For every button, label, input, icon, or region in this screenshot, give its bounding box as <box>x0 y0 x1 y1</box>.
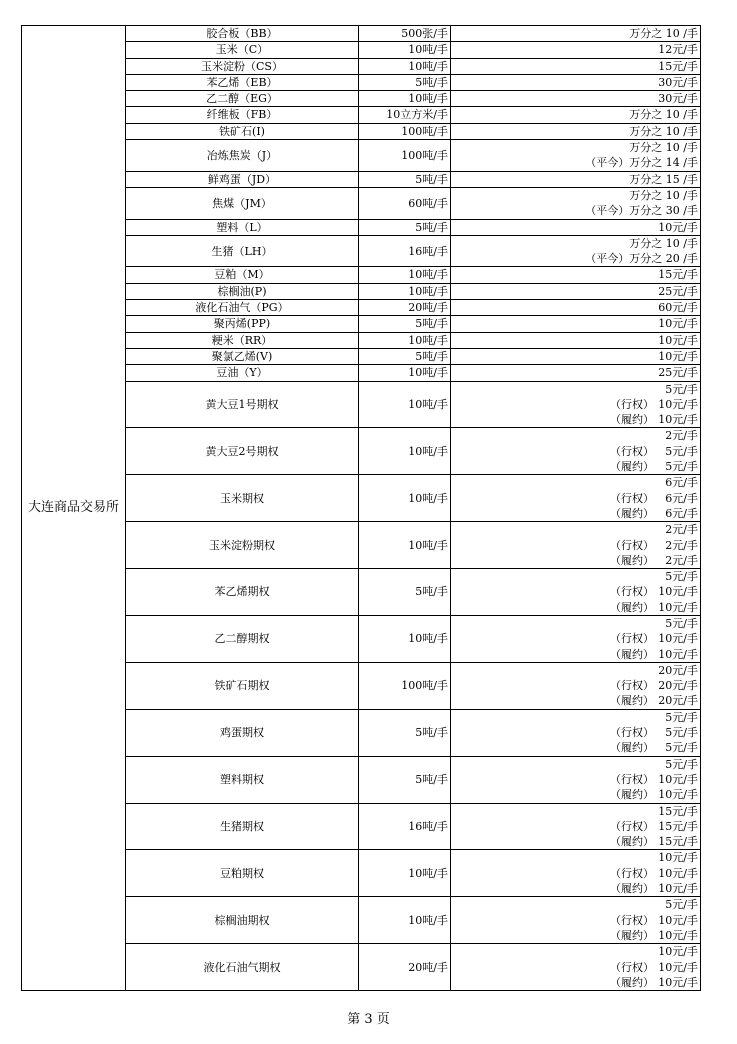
fee-value: 5元/手 <box>665 726 698 740</box>
fee-value: 10元/手 <box>658 772 698 786</box>
fee-tag: （平今） <box>585 252 630 266</box>
fee-value: 万分之 14 /手 <box>629 156 698 170</box>
product-name: 聚丙烯(PP) <box>126 316 359 332</box>
fee-tag: （履约） <box>610 882 654 896</box>
fee-cell <box>451 107 701 123</box>
fee-tag: （履约） <box>610 788 654 802</box>
contract-unit: 16吨/手 <box>359 803 451 850</box>
fee-cell <box>451 803 701 850</box>
contract-unit: 60吨/手 <box>359 187 451 219</box>
fee-cell <box>451 283 701 299</box>
contract-unit: 5吨/手 <box>359 756 451 803</box>
product-name: 焦煤（JM） <box>126 187 359 219</box>
fee-value: 5元/手 <box>665 570 698 584</box>
contract-unit: 10吨/手 <box>359 475 451 522</box>
fee-line <box>453 428 698 443</box>
fee-value: 万分之 10 /手 <box>629 188 698 202</box>
fee-value: 10元/手 <box>658 413 698 427</box>
product-name: 乙二醇（EG） <box>126 91 359 107</box>
fee-line <box>453 140 698 155</box>
fee-value: 10元/手 <box>658 632 698 646</box>
product-name: 粳米（RR） <box>126 332 359 348</box>
product-name: 玉米（C） <box>126 42 359 58</box>
fee-value: 2元/手 <box>665 553 698 567</box>
fee-line <box>453 188 698 203</box>
fee-cell <box>451 219 701 235</box>
fee-cell <box>451 267 701 283</box>
fee-line <box>453 284 698 299</box>
fee-cell <box>451 140 701 172</box>
fee-value: 12元/手 <box>658 43 698 57</box>
product-name: 玉米淀粉（CS） <box>126 58 359 74</box>
fee-line <box>453 600 698 615</box>
product-name: 胶合板（BB） <box>126 26 359 42</box>
fee-value: 5元/手 <box>665 741 698 755</box>
fee-line <box>453 220 698 235</box>
fee-value: 万分之 10 /手 <box>629 124 698 138</box>
fee-line <box>453 569 698 584</box>
contract-unit: 10吨/手 <box>359 267 451 283</box>
fee-value: 6元/手 <box>665 491 698 505</box>
fee-line <box>453 850 698 865</box>
fee-line <box>453 459 698 474</box>
fee-line <box>453 928 698 943</box>
fee-value: 10元/手 <box>658 220 698 234</box>
fee-line <box>453 412 698 427</box>
fee-value: 30元/手 <box>658 75 698 89</box>
fee-value: 10元/手 <box>658 397 698 411</box>
contract-unit: 10吨/手 <box>359 365 451 381</box>
fee-line <box>453 913 698 928</box>
product-name: 豆油（Y） <box>126 365 359 381</box>
fee-value: 5元/手 <box>665 710 698 724</box>
fee-cell <box>451 300 701 316</box>
fee-value: 15元/手 <box>658 268 698 282</box>
contract-unit: 10吨/手 <box>359 381 451 428</box>
fee-line <box>453 553 698 568</box>
fee-tag: （履约） <box>610 741 654 755</box>
product-name: 黄大豆1号期权 <box>126 381 359 428</box>
fee-value: 万分之 10 /手 <box>629 236 698 250</box>
contract-unit: 100吨/手 <box>359 123 451 139</box>
fee-value: 10元/手 <box>658 928 698 942</box>
contract-unit: 5吨/手 <box>359 219 451 235</box>
fee-tag: （行权） <box>610 726 654 740</box>
fee-value: 2元/手 <box>665 538 698 552</box>
contract-unit: 5吨/手 <box>359 348 451 364</box>
product-name: 铁矿石期权 <box>126 662 359 709</box>
fee-value: 10元/手 <box>658 349 698 363</box>
fee-cell <box>451 171 701 187</box>
product-name: 鸡蛋期权 <box>126 709 359 756</box>
fee-value: 10元/手 <box>658 882 698 896</box>
fee-line <box>453 316 698 331</box>
fee-value: 5元/手 <box>665 616 698 630</box>
fee-line <box>453 631 698 646</box>
product-name: 苯乙烯（EB） <box>126 74 359 90</box>
product-name: 塑料（L） <box>126 219 359 235</box>
fee-line <box>453 772 698 787</box>
fee-line <box>453 91 698 106</box>
fee-line <box>453 397 698 412</box>
fee-value: 60元/手 <box>658 301 698 315</box>
fee-value: 万分之 20 /手 <box>629 252 698 266</box>
product-name: 聚氯乙烯(V) <box>126 348 359 364</box>
fee-value: 15元/手 <box>658 804 698 818</box>
fee-line <box>453 897 698 912</box>
fee-line <box>453 75 698 90</box>
fee-line <box>453 740 698 755</box>
fee-cell <box>451 428 701 475</box>
fee-tag: （履约） <box>610 460 654 474</box>
fee-line <box>453 506 698 521</box>
fee-line <box>453 616 698 631</box>
product-name: 鲜鸡蛋（JD） <box>126 171 359 187</box>
fee-value: 20元/手 <box>658 694 698 708</box>
fee-value: 万分之 10 /手 <box>629 141 698 155</box>
fee-line <box>453 647 698 662</box>
fee-tag: （行权） <box>610 632 654 646</box>
fee-value: 20元/手 <box>658 679 698 693</box>
fee-line <box>453 349 698 364</box>
fee-value: 2元/手 <box>665 523 698 537</box>
contract-unit: 5吨/手 <box>359 569 451 616</box>
fee-line <box>453 693 698 708</box>
fee-line <box>453 787 698 802</box>
product-name: 液化石油气期权 <box>126 944 359 991</box>
exchange-name: 大连商品交易所 <box>22 26 126 991</box>
fee-value: 10元/手 <box>658 585 698 599</box>
contract-unit: 10吨/手 <box>359 58 451 74</box>
fee-value: 10元/手 <box>658 333 698 347</box>
contract-unit: 10吨/手 <box>359 91 451 107</box>
fee-line <box>453 444 698 459</box>
fee-value: 万分之 30 /手 <box>629 204 698 218</box>
fee-line <box>453 300 698 315</box>
fee-tag: （行权） <box>610 538 654 552</box>
fee-line <box>453 236 698 251</box>
fee-value: 10元/手 <box>658 960 698 974</box>
fee-cell <box>451 332 701 348</box>
fee-line <box>453 804 698 819</box>
contract-unit: 20吨/手 <box>359 300 451 316</box>
fee-cell <box>451 944 701 991</box>
fee-cell <box>451 74 701 90</box>
fee-cell <box>451 123 701 139</box>
fee-line <box>453 203 698 218</box>
fee-tag: （履约） <box>610 413 654 427</box>
fee-line <box>453 26 698 41</box>
fee-value: 5元/手 <box>665 898 698 912</box>
fee-value: 万分之 15 /手 <box>629 172 698 186</box>
fee-value: 2元/手 <box>665 429 698 443</box>
fee-value: 25元/手 <box>658 284 698 298</box>
fee-tag: （行权） <box>610 444 654 458</box>
fee-value: 6元/手 <box>665 476 698 490</box>
fee-value: 10元/手 <box>658 600 698 614</box>
fee-line <box>453 475 698 490</box>
fee-tag: （行权） <box>610 679 654 693</box>
fee-line <box>453 124 698 139</box>
contract-unit: 20吨/手 <box>359 944 451 991</box>
fee-line <box>453 491 698 506</box>
fee-table-body <box>22 26 701 991</box>
fee-line <box>453 866 698 881</box>
fee-line <box>453 944 698 959</box>
fee-cell <box>451 569 701 616</box>
fee-value: 25元/手 <box>658 366 698 380</box>
product-name: 纤维板（FB） <box>126 107 359 123</box>
fee-value: 15元/手 <box>658 59 698 73</box>
fee-tag: （履约） <box>610 975 654 989</box>
fee-value: 10元/手 <box>658 317 698 331</box>
fee-tag: （行权） <box>610 866 654 880</box>
fee-line <box>453 710 698 725</box>
fee-value: 万分之 10 /手 <box>629 27 698 40</box>
fee-cell <box>451 365 701 381</box>
fee-value: 30元/手 <box>658 92 698 106</box>
fee-tag: （行权） <box>610 491 654 505</box>
fee-tag: （平今） <box>585 156 630 170</box>
fee-cell <box>451 756 701 803</box>
product-name: 生猪（LH） <box>126 235 359 267</box>
fee-value: 10元/手 <box>658 975 698 989</box>
contract-unit: 5吨/手 <box>359 74 451 90</box>
fee-value: 5元/手 <box>665 382 698 396</box>
contract-unit: 10吨/手 <box>359 850 451 897</box>
contract-unit: 10吨/手 <box>359 428 451 475</box>
fee-tag: （行权） <box>610 960 654 974</box>
contract-unit: 10吨/手 <box>359 283 451 299</box>
fee-value: 5元/手 <box>665 460 698 474</box>
fee-cell <box>451 235 701 267</box>
fee-line <box>453 584 698 599</box>
table-row <box>22 26 701 42</box>
fee-line <box>453 59 698 74</box>
fee-cell <box>451 58 701 74</box>
contract-unit: 10吨/手 <box>359 615 451 662</box>
product-name: 铁矿石(I) <box>126 123 359 139</box>
product-name: 液化石油气（PG） <box>126 300 359 316</box>
fee-value: 10元/手 <box>658 913 698 927</box>
fee-cell <box>451 381 701 428</box>
fee-cell <box>451 91 701 107</box>
contract-unit: 10吨/手 <box>359 522 451 569</box>
fee-value: 万分之 10 /手 <box>629 108 698 122</box>
contract-unit: 5吨/手 <box>359 709 451 756</box>
fee-value: 10元/手 <box>658 647 698 661</box>
fee-value: 10元/手 <box>658 788 698 802</box>
fee-value: 5元/手 <box>665 757 698 771</box>
fee-tag: （行权） <box>610 397 654 411</box>
fee-tag: （履约） <box>610 647 654 661</box>
contract-unit: 5吨/手 <box>359 171 451 187</box>
fee-value: 6元/手 <box>665 506 698 520</box>
fee-line <box>453 365 698 380</box>
fee-tag: （行权） <box>610 772 654 786</box>
fee-line <box>453 107 698 122</box>
fee-line <box>453 267 698 282</box>
fee-line <box>453 663 698 678</box>
fee-line <box>453 881 698 896</box>
fee-line <box>453 834 698 849</box>
fee-value: 15元/手 <box>658 819 698 833</box>
fee-value: 10元/手 <box>658 851 698 865</box>
product-name: 冶炼焦炭（J） <box>126 140 359 172</box>
product-name: 豆粕期权 <box>126 850 359 897</box>
contract-unit: 10吨/手 <box>359 332 451 348</box>
product-name: 玉米期权 <box>126 475 359 522</box>
contract-unit: 10立方米/手 <box>359 107 451 123</box>
contract-unit: 10吨/手 <box>359 897 451 944</box>
fee-line <box>453 382 698 397</box>
fee-value: 20元/手 <box>658 663 698 677</box>
fee-value: 5元/手 <box>665 444 698 458</box>
fee-cell <box>451 348 701 364</box>
contract-unit: 100吨/手 <box>359 140 451 172</box>
product-name: 棕榈油期权 <box>126 897 359 944</box>
product-name: 黄大豆2号期权 <box>126 428 359 475</box>
fee-table <box>21 25 701 991</box>
fee-cell <box>451 522 701 569</box>
contract-unit: 500张/手 <box>359 26 451 42</box>
fee-tag: （履约） <box>610 928 654 942</box>
fee-tag: （履约） <box>610 553 654 567</box>
fee-value: 10元/手 <box>658 945 698 959</box>
contract-unit: 5吨/手 <box>359 316 451 332</box>
product-name: 苯乙烯期权 <box>126 569 359 616</box>
fee-line <box>453 757 698 772</box>
fee-cell <box>451 850 701 897</box>
page-number: 第 3 页 <box>347 1012 390 1027</box>
contract-unit: 100吨/手 <box>359 662 451 709</box>
fee-cell <box>451 26 701 42</box>
fee-line <box>453 819 698 834</box>
fee-line <box>453 975 698 990</box>
product-name: 玉米淀粉期权 <box>126 522 359 569</box>
fee-tag: （履约） <box>610 506 654 520</box>
fee-cell <box>451 42 701 58</box>
fee-cell <box>451 615 701 662</box>
fee-tag: （履约） <box>610 600 654 614</box>
fee-line <box>453 725 698 740</box>
fee-tag: （履约） <box>610 694 654 708</box>
fee-cell <box>451 662 701 709</box>
product-name: 生猪期权 <box>126 803 359 850</box>
fee-value: 10元/手 <box>658 866 698 880</box>
product-name: 乙二醇期权 <box>126 615 359 662</box>
product-name: 塑料期权 <box>126 756 359 803</box>
fee-cell <box>451 897 701 944</box>
product-name: 豆粕（M） <box>126 267 359 283</box>
fee-cell <box>451 475 701 522</box>
fee-line <box>453 155 698 170</box>
product-name: 棕榈油(P) <box>126 283 359 299</box>
fee-line <box>453 678 698 693</box>
fee-tag: （行权） <box>610 585 654 599</box>
fee-tag: （履约） <box>610 835 654 849</box>
contract-unit: 10吨/手 <box>359 42 451 58</box>
fee-line <box>453 251 698 266</box>
fee-cell <box>451 316 701 332</box>
contract-unit: 16吨/手 <box>359 235 451 267</box>
fee-line <box>453 333 698 348</box>
fee-tag: （平今） <box>585 204 630 218</box>
fee-value: 15元/手 <box>658 835 698 849</box>
fee-cell <box>451 709 701 756</box>
fee-cell <box>451 187 701 219</box>
fee-tag: （行权） <box>610 819 654 833</box>
fee-line <box>453 960 698 975</box>
fee-tag: （行权） <box>610 913 654 927</box>
fee-line <box>453 538 698 553</box>
fee-line <box>453 42 698 57</box>
fee-line <box>453 522 698 537</box>
fee-line <box>453 172 698 187</box>
